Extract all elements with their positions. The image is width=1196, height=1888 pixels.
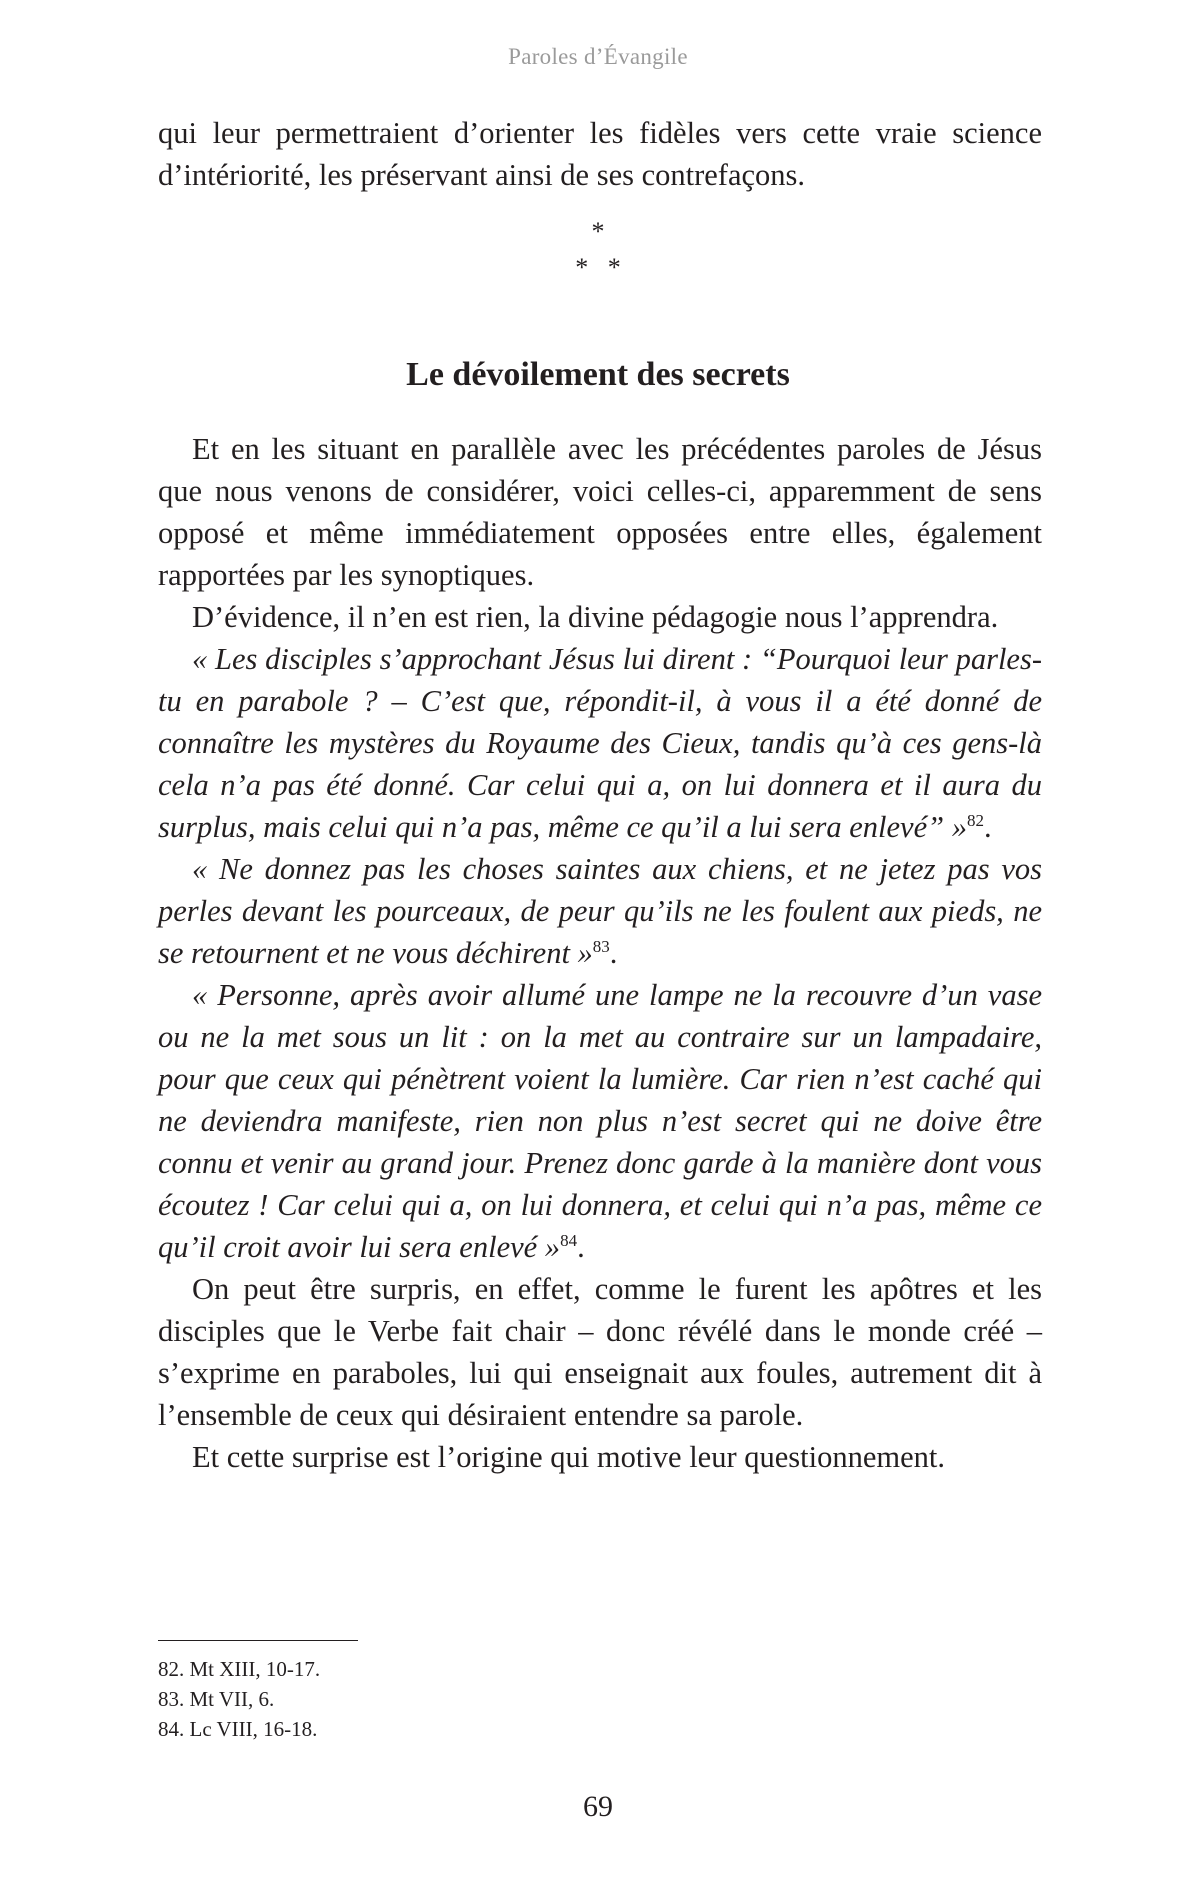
quotation-2-text: « Ne donnez pas les choses saintes aux chiens, et ne jetez pas vos perles devant les pourceaux, de peur qu’ils ne les foulent aux pieds, ne se retournent et ne vous déchirent » bbox=[158, 852, 1042, 970]
dinkus-top: * bbox=[591, 217, 605, 246]
opening-text-block bbox=[158, 112, 1042, 196]
section-heading: Le dévoilement des secrets bbox=[406, 356, 790, 393]
quotation-1: « Les disciples s’approchant Jésus lui dirent : “Pourquoi leur parles-tu en parabole ? – C’est que, répondit-il, à vous il a été donné de connaître les mystères du Royaume des Cieux, tandis qu’à ces gens-là cela n’a pas été donné. Car celui qui a, on lui donnera et il aura du surplus, mais celui qui n’a pas, même ce qu’il a lui sera enlevé” »$^{82}$. bbox=[158, 642, 1042, 844]
paragraph-2: D’évidence, il n’en est rien, la divine pédagogie nous l’apprendra. bbox=[192, 600, 999, 634]
paragraph-4: Et cette surprise est l’origine qui motive leur questionnement. bbox=[192, 1440, 945, 1474]
footnote-ref-83: 83 bbox=[592, 936, 610, 956]
footnotes bbox=[158, 1654, 320, 1744]
paragraph-1: Et en les situant en parallèle avec les précédentes paroles de Jésus que nous venons de considérer, voici celles-ci, apparemment de sens opposé et même immédiatement opposées entre elles, également rapportées par les synoptiques. bbox=[158, 432, 1042, 592]
quotation-3: « Personne, après avoir allumé une lampe ne la recouvre d’un vase ou ne la met sous un lit : on la met au contraire sur un lampadaire, pour que ceux qui pénètrent voient la lumière. Car rien n’est caché qui ne deviendra manifeste, rien non plus n’est secret qui ne doive être connu et venir au grand jour. Prenez donc garde à la manière dont vous écoutez ! Car celui qui a, on lui donnera, et celui qui n’a pas, même ce qu’il croit avoir lui sera enlevé »$^{84}$. bbox=[158, 978, 1042, 1264]
footnote-83: 83. Mt VII, 6. bbox=[158, 1687, 275, 1711]
continuation-paragraph: qui leur permettraient d’orienter les fidèles vers cette vraie science d’intériorité, les préservant ainsi de ses contrefaçons. bbox=[158, 116, 1042, 192]
page-number: 69 bbox=[583, 1790, 613, 1823]
footnote-ref-84: 84 bbox=[560, 1230, 578, 1250]
paragraph-3: On peut être surpris, en effet, comme le furent les apôtres et les disciples que le Verbe fait chair – donc révélé dans le monde créé – s’exprime en paraboles, lui qui enseignait aux foules, autrement dit à l’ensemble de ceux qui désiraient entendre sa parole. bbox=[158, 1272, 1042, 1432]
footnote-84: 84. Lc VIII, 16-18. bbox=[158, 1717, 318, 1741]
footnote-separator bbox=[158, 1640, 358, 1641]
footnote-ref-82: 82 bbox=[966, 810, 984, 830]
quotation-2: « Ne donnez pas les choses saintes aux chiens, et ne jetez pas vos perles devant les pourceaux, de peur qu’ils ne les foulent aux pieds, ne se retournent et ne vous déchirent »$^{83}$. bbox=[158, 852, 1042, 970]
dinkus-bottom: * * bbox=[575, 253, 621, 282]
footnote-82: 82. Mt XIII, 10-17. bbox=[158, 1657, 321, 1681]
quotation-1-text: « Les disciples s’approchant Jésus lui dirent : “Pourquoi leur parles-tu en parabole ? – C’est que, répondit-il, à vous il a été donné de connaître les mystères du Royaume des Cieux, tandis qu’à ces gens-là cela n’a pas été donné. Car celui qui a, on lui donnera et il aura du surplus, mais celui qui n’a pas, même ce qu’il a lui sera enlevé” » bbox=[158, 642, 1042, 844]
running-head: Paroles d’Évangile bbox=[508, 44, 688, 69]
body-text-block bbox=[158, 428, 1042, 1478]
quotation-3-text: « Personne, après avoir allumé une lampe ne la recouvre d’un vase ou ne la met sous un lit : on la met au contraire sur un lampadaire, pour que ceux qui pénètrent voient la lumière. Car rien n’est caché qui ne deviendra manifeste, rien non plus n’est secret qui ne doive être connu et venir au grand jour. Prenez donc garde à la manière dont vous écoutez ! Car celui qui a, on lui donnera, et celui qui n’a pas, même ce qu’il croit avoir lui sera enlevé » bbox=[158, 978, 1042, 1264]
